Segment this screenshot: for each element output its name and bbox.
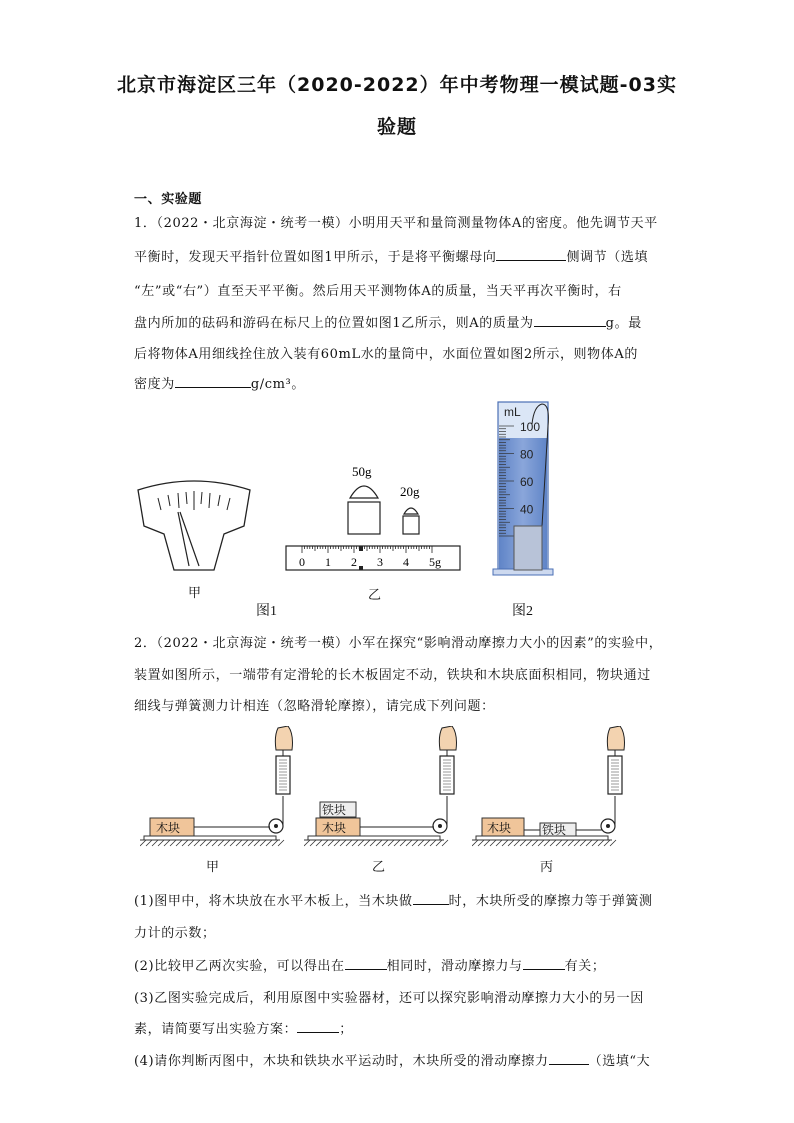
hand-icon <box>439 726 456 750</box>
wood-block-label: 木块 <box>322 821 347 835</box>
fig3-label-jia: 甲 <box>206 859 220 874</box>
q2-part3-line2 <box>134 1018 353 1037</box>
q2-blank-friction-change[interactable] <box>549 1052 589 1065</box>
q1-line6-text-b: g/cm³。 <box>250 377 305 392</box>
q2-part1-text-a: (1)图甲中，将木块放在水平木板上，当木块做 <box>134 894 413 909</box>
long-board <box>308 836 440 840</box>
q2-blank-plan[interactable] <box>297 1020 339 1033</box>
cylinder-unit-label: mL <box>504 405 521 419</box>
friction-apparatus-bing <box>472 726 632 850</box>
balance-pointer-dial <box>134 476 254 572</box>
q1-blank-density[interactable] <box>175 375 251 388</box>
q1-line6 <box>134 373 305 392</box>
q1-blank-mass[interactable] <box>534 314 606 327</box>
q2-blank-related-factor[interactable] <box>523 957 565 970</box>
q2-part2-text-c: 有关； <box>564 959 606 974</box>
cylinder-mark-label: 60 <box>520 475 534 489</box>
hand-icon <box>607 726 624 750</box>
q2-part3-text-b: 素，请简要写出实验方案： <box>134 1022 298 1037</box>
q1-line4-text-b: g。最 <box>605 316 642 331</box>
wood-block-label: 木块 <box>156 821 181 835</box>
q2-part4 <box>134 1050 650 1069</box>
q2-part2-text-a: (2)比较甲乙两次实验，可以得出在 <box>134 959 345 974</box>
scale-tick-label: 0 <box>299 555 305 569</box>
q2-part1-text-b: 时，木块所受的摩擦力等于弹簧测 <box>448 894 653 909</box>
q2-part4-text-b: （选填“大 <box>588 1054 651 1069</box>
long-board <box>144 836 276 840</box>
weight-20g-label: 20g <box>400 484 420 499</box>
q1-line4-text-a: 盘内所加的砝码和游码在标尺上的位置如图1乙所示，则A的质量为 <box>134 316 534 331</box>
fig1-jia-label: 甲 <box>188 585 202 600</box>
q2-part2-text-b: 相同时，滑动摩擦力与 <box>386 959 523 974</box>
weight-50g-icon <box>350 486 378 498</box>
weight-20g-icon <box>404 508 418 514</box>
fig2-caption: 图2 <box>512 604 533 619</box>
ground-hatch <box>140 840 284 846</box>
iron-block-label: 铁块 <box>322 803 347 817</box>
cylinder-mark-label: 40 <box>520 502 534 517</box>
iron-block-label: 铁块 <box>542 823 567 837</box>
q1-blank-direction[interactable] <box>496 248 566 261</box>
q2-part3-line1: (3)乙图实验完成后，利用原图中实验器材，还可以探究影响滑动摩擦力大小的另一因 <box>134 991 644 1006</box>
q1-line2-text-a: 平衡时，发现天平指针位置如图1甲所示，于是将平衡螺母向 <box>134 250 497 265</box>
section-heading: 一、实验题 <box>134 192 203 207</box>
weights-and-rider-scale <box>282 460 464 572</box>
page-title-line1: 北京市海淀区三年（2020-2022）年中考物理一模试题-03实 <box>117 74 677 96</box>
q2-line2: 装置如图所示，一端带有定滑轮的长木板固定不动，铁块和木块底面积相同，物块通过 <box>134 668 651 683</box>
q2-part1-line2: 力计的示数； <box>134 926 216 941</box>
q2-blank-motion[interactable] <box>413 892 449 905</box>
fig3-label-bing: 丙 <box>540 859 554 874</box>
q2-part2 <box>134 955 605 974</box>
wood-block-label: 木块 <box>487 821 512 835</box>
scale-tick-label: 5g <box>429 555 441 569</box>
scale-tick-label: 3 <box>377 555 383 569</box>
fig1-yi-label: 乙 <box>368 587 382 602</box>
fig1-caption: 图1 <box>256 604 277 619</box>
cylinder-mark-label: 100 <box>520 420 541 434</box>
fig3-label-yi: 乙 <box>372 859 386 874</box>
ground-hatch <box>304 840 448 846</box>
q1-line3: “左”或“右”）直至天平平衡。然后用天平测物体A的质量，当天平再次平衡时，右 <box>134 284 622 299</box>
q1-line2 <box>134 246 648 265</box>
weight-50g-label: 50g <box>352 464 372 479</box>
q2-line3: 细线与弹簧测力计相连（忽略滑轮摩擦），请完成下列问题： <box>134 699 495 714</box>
ground-hatch <box>472 840 616 846</box>
q1-line2-text-b: 侧调节（选填 <box>566 250 649 265</box>
graduated-cylinder <box>490 396 562 578</box>
q2-line1: 2．（2022・北京海淀・统考一模）小军在探究“影响滑动摩擦力大小的因素”的实验中， <box>134 636 663 651</box>
scale-tick-label: 4 <box>403 555 409 569</box>
q1-line1: 1．（2022・北京海淀・统考一模）小明用天平和量筒测量物体A的密度。他先调节天平 <box>134 216 658 231</box>
object-a <box>514 526 542 570</box>
q2-blank-same-factor[interactable] <box>345 957 387 970</box>
scale-tick-label: 1 <box>325 555 331 569</box>
hand-icon <box>275 726 292 750</box>
page-title-line2: 验题 <box>376 116 417 138</box>
q2-part1-line1 <box>134 890 653 909</box>
scale-tick-label: 2 <box>351 555 357 569</box>
q2-part3-text-c: ； <box>339 1022 353 1037</box>
q1-line5: 后将物体A用细线拴住放入装有60mL水的量筒中，水面位置如图2所示，则物体A的 <box>134 347 638 362</box>
friction-apparatus-yi <box>304 726 464 850</box>
q1-line4 <box>134 312 642 331</box>
cylinder-mark-label: 80 <box>520 447 534 462</box>
rider-marker <box>359 546 363 551</box>
q2-part4-text-a: (4)请你判断丙图中，木块和铁块水平运动时，木块所受的滑动摩擦力 <box>134 1054 549 1069</box>
q1-line6-text-a: 密度为 <box>134 377 175 392</box>
friction-apparatus-jia <box>140 726 300 850</box>
